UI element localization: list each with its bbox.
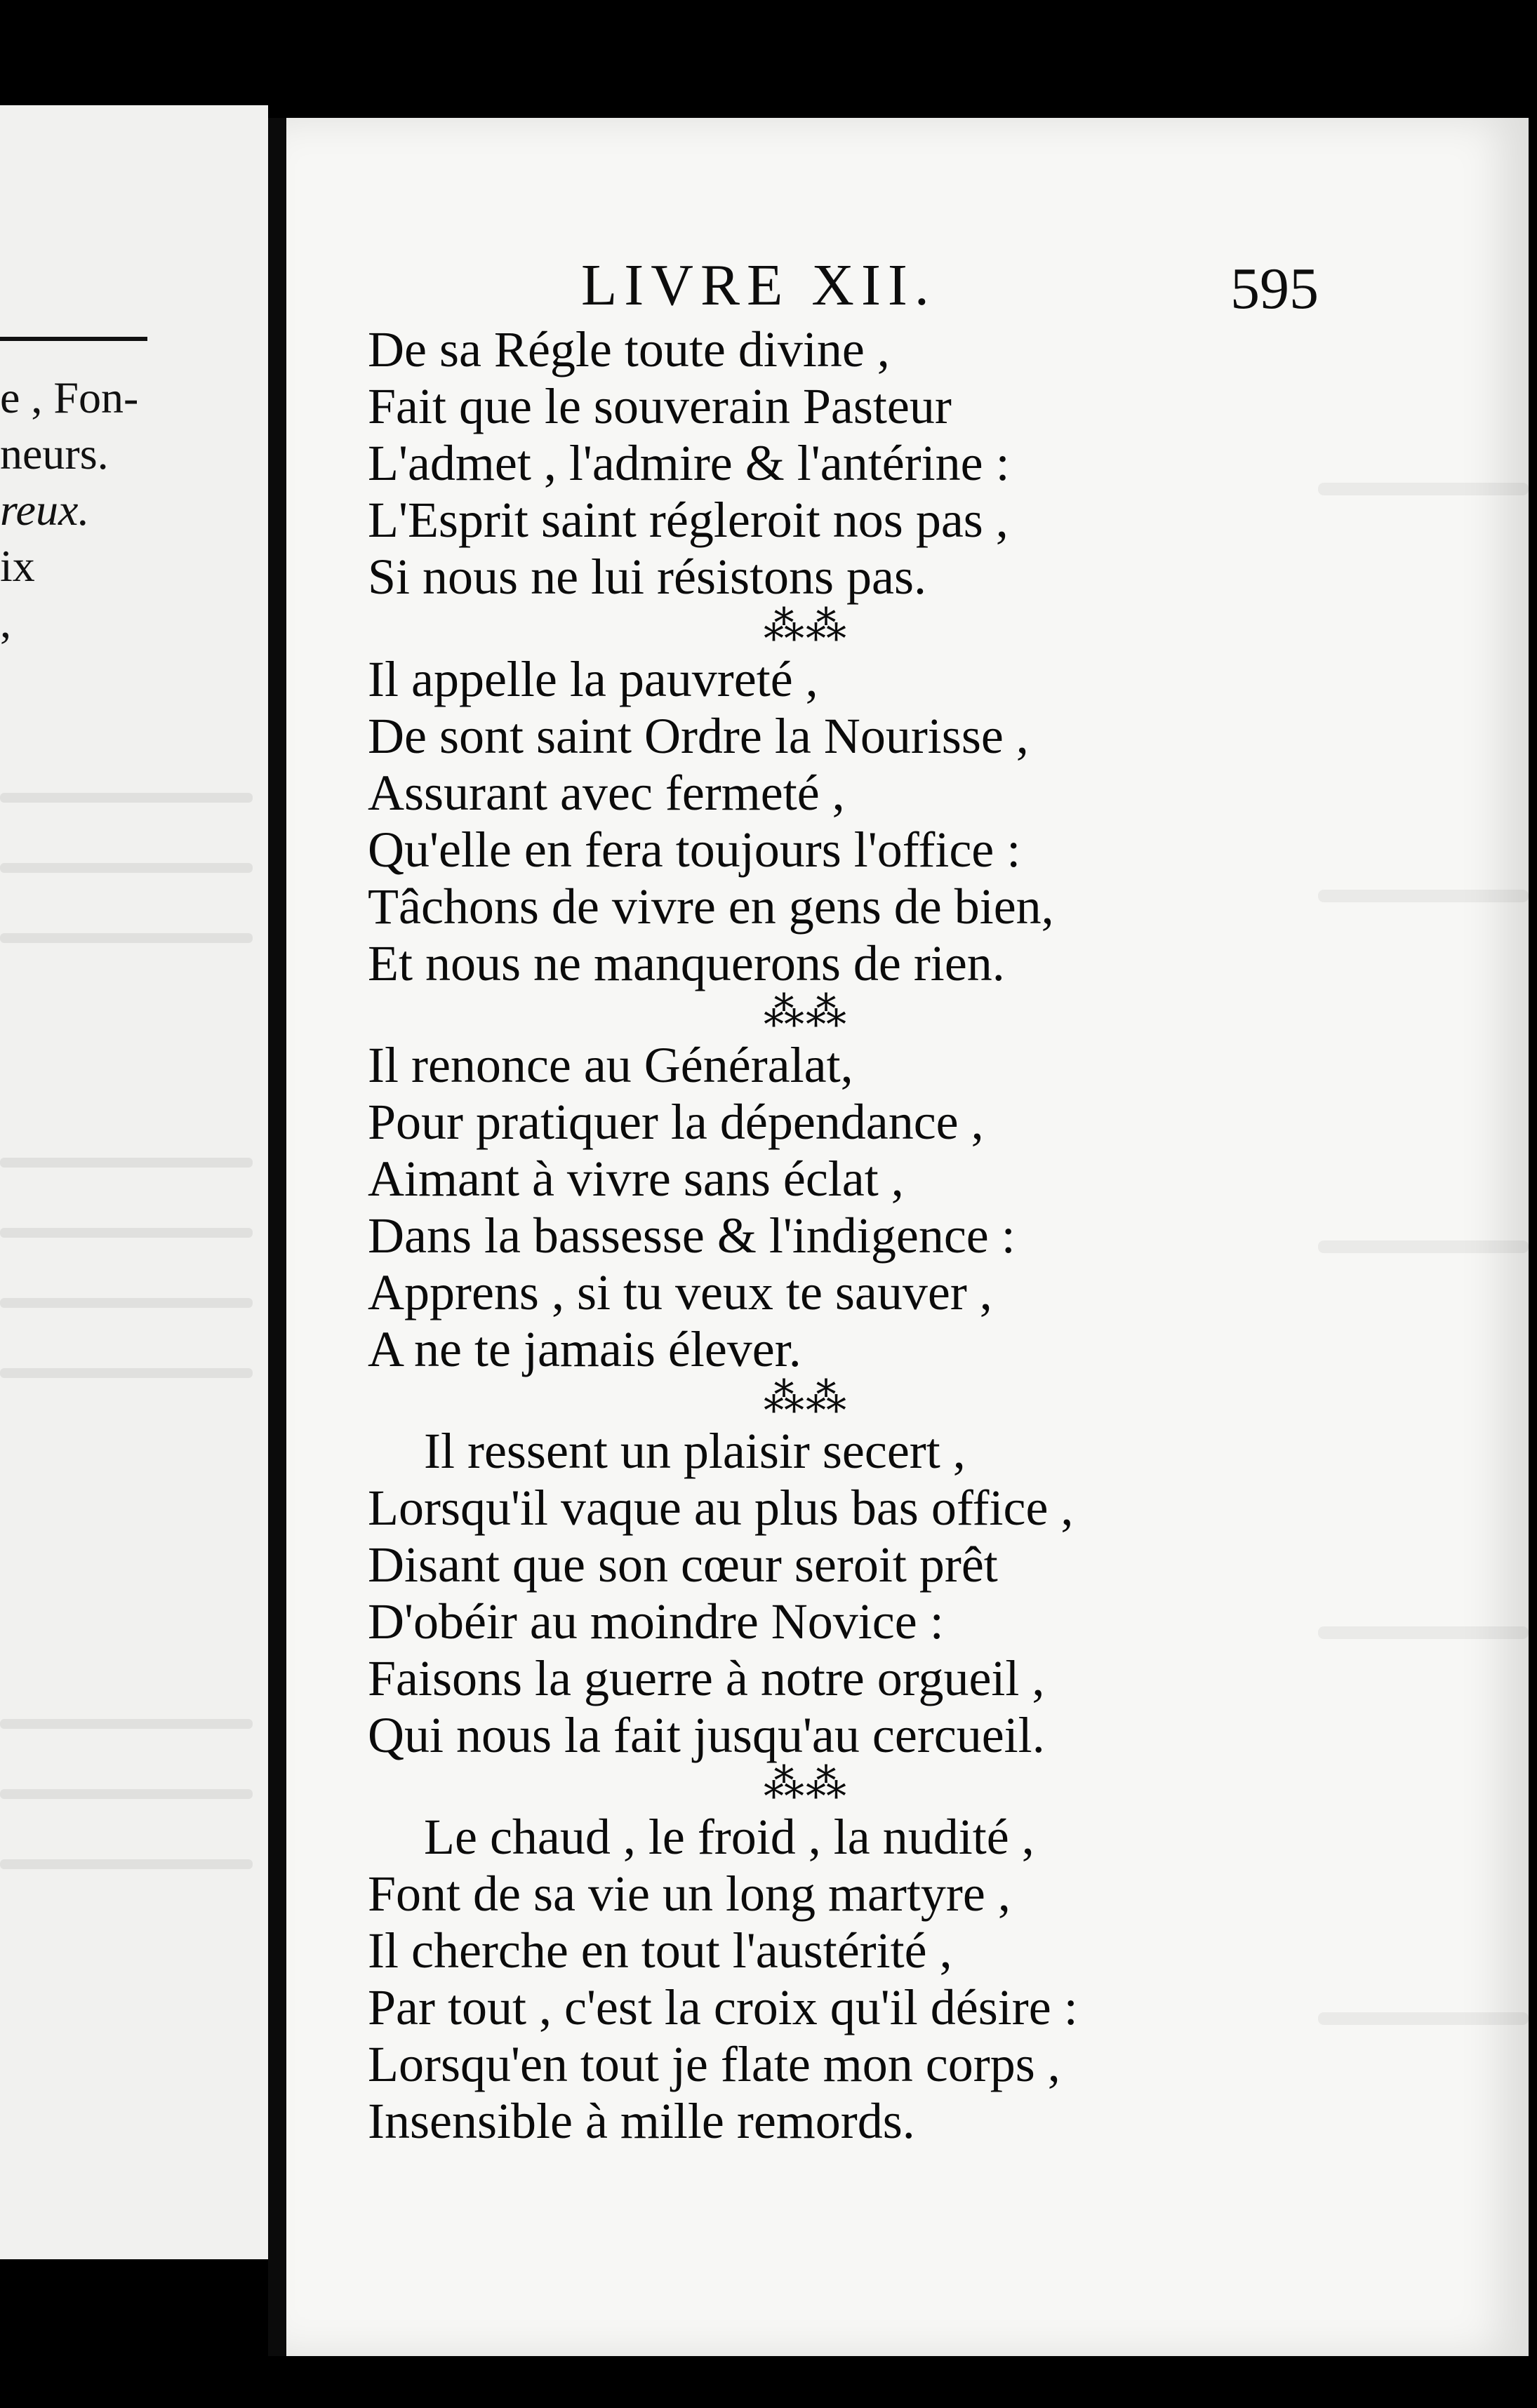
show-through <box>0 863 253 873</box>
verse-line: Il renonce au Généralat, <box>368 1037 853 1093</box>
verse-line: Faisons la guerre à notre orgueil , <box>368 1650 1045 1706</box>
facing-page-fragment: reux. <box>0 485 90 535</box>
stanza <box>368 651 1054 992</box>
verse-line: D'obéir au moindre Novice : <box>368 1593 944 1650</box>
verse-line: Disant que son cœur seroit prêt <box>368 1537 998 1593</box>
verse-line: Assurant avec fermeté , <box>368 765 845 821</box>
verse-line: Tâchons de vivre en gens de bien, <box>368 878 1054 935</box>
show-through <box>0 1298 253 1308</box>
stanza <box>368 1423 1073 1764</box>
facing-page-edge <box>0 105 268 2259</box>
facing-page-fragment: neurs. <box>0 429 109 479</box>
running-head: LIVRE XII. <box>581 253 936 318</box>
stanza-ornament: ⁂⁂ <box>764 1760 848 1807</box>
verse-line: Par tout , c'est la croix qu'il désire : <box>368 1979 1078 2035</box>
verse-line: Lorsqu'il vaque au plus bas office , <box>368 1480 1074 1536</box>
stanza <box>368 1037 1016 1378</box>
verse-line: Font de sa vie un long martyre , <box>368 1866 1011 1922</box>
show-through <box>0 1789 253 1799</box>
show-through <box>0 793 253 803</box>
show-through <box>1318 1240 1529 1253</box>
show-through <box>1318 890 1529 902</box>
facing-page-fragment: , <box>0 597 11 647</box>
verse-line: Dans la bassesse & l'indigence : <box>368 1208 1016 1264</box>
show-through <box>0 1368 253 1378</box>
verse-line: Qui nous la fait jusqu'au cercueil. <box>368 1707 1045 1763</box>
show-through <box>0 933 253 943</box>
stanza <box>368 321 1010 606</box>
verse-line: L'admet , l'admire & l'antérine : <box>368 435 1010 491</box>
verse-line: De sa Régle toute divine , <box>368 321 890 377</box>
stanza-ornament: ⁂⁂ <box>764 988 848 1036</box>
verse-line: De sont saint Ordre la Nourisse , <box>368 708 1029 764</box>
verse-line: Il cherche en tout l'austérité , <box>368 1922 952 1979</box>
book-page <box>268 118 1529 2356</box>
verse-line: Qu'elle en fera toujours l'office : <box>368 822 1021 878</box>
verse-line: Apprens , si tu veux te sauver , <box>368 1264 992 1320</box>
show-through <box>0 1228 253 1238</box>
facing-page-fragment: e , Fon- <box>0 373 139 422</box>
verse-line: Fait que le souverain Pasteur <box>368 378 952 434</box>
verse-line: Le chaud , le froid , la nudité , <box>424 1809 1034 1865</box>
show-through <box>0 1859 253 1869</box>
stanza-ornament: ⁂⁂ <box>764 602 848 650</box>
show-through <box>0 1158 253 1168</box>
verse-line: Il appelle la pauvreté , <box>368 651 818 707</box>
page-number: 595 <box>1230 256 1319 321</box>
verse-line: A ne te jamais élever. <box>368 1321 801 1377</box>
verse-line: Aimant à vivre sans éclat , <box>368 1151 904 1207</box>
verse-line: Il ressent un plaisir secert , <box>424 1423 966 1479</box>
stanza <box>368 1809 1078 2150</box>
verse-line: Et nous ne manquerons de rien. <box>368 935 1005 991</box>
show-through <box>0 1719 253 1729</box>
verse-line: Lorsqu'en tout je flate mon corps , <box>368 2036 1060 2092</box>
show-through <box>1318 1626 1529 1639</box>
verse-line: L'Esprit saint régleroit nos pas , <box>368 492 1009 548</box>
verse-line: Si nous ne lui résistons pas. <box>368 549 927 605</box>
show-through <box>1318 483 1529 495</box>
facing-page-rule <box>0 337 147 341</box>
verse-line: Insensible à mille remords. <box>368 2093 915 2149</box>
verse-line: Pour pratiquer la dépendance , <box>368 1094 984 1150</box>
stanza-ornament: ⁂⁂ <box>764 1374 848 1422</box>
facing-page-fragment: ix <box>0 541 35 591</box>
show-through <box>1318 2012 1529 2025</box>
